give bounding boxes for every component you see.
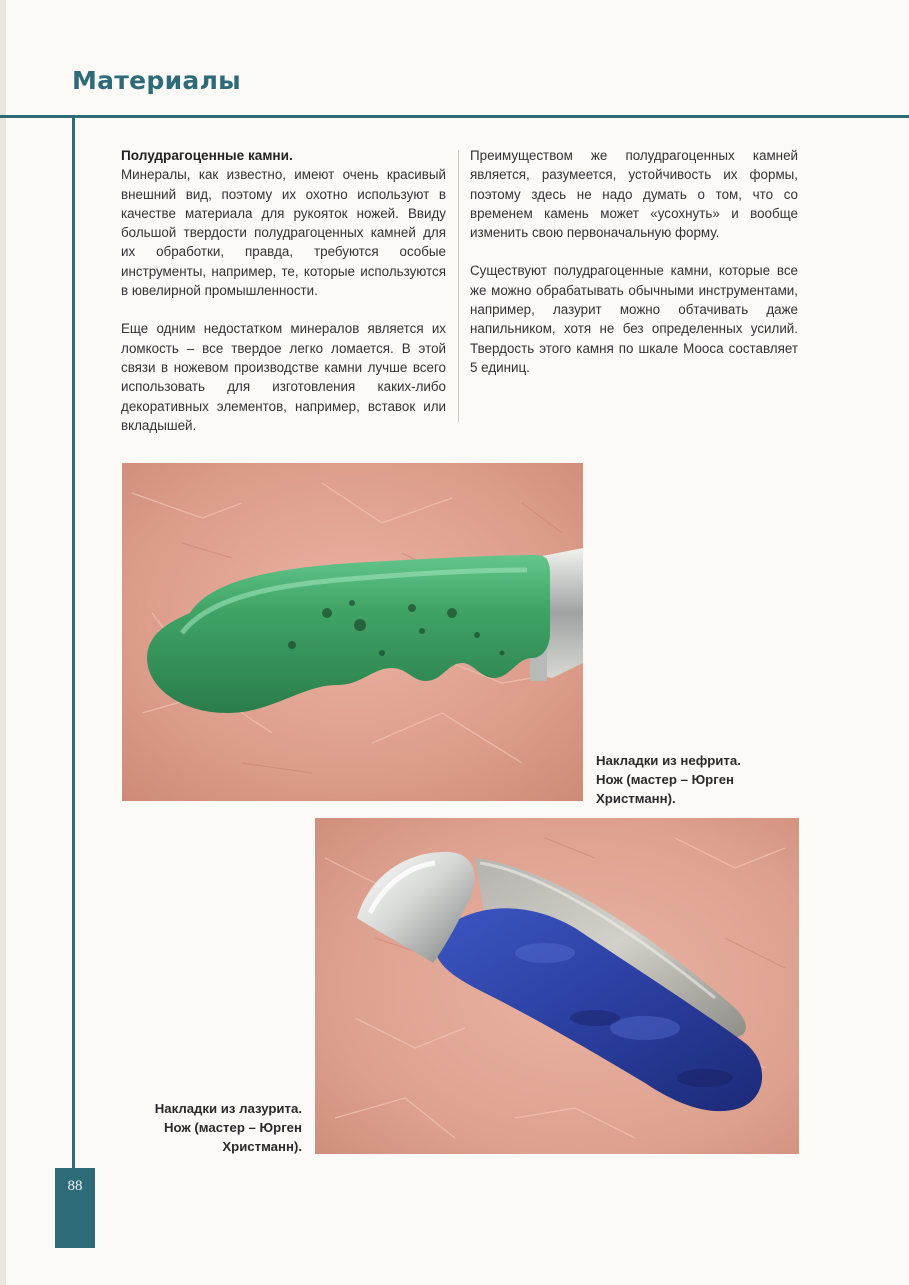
lapis-knife-photo	[315, 818, 799, 1154]
column-divider	[458, 150, 459, 422]
lapis-caption-line-2: Нож (мастер – Юрген	[163, 1120, 302, 1135]
subheading: Полудрагоценные камни.	[121, 148, 293, 163]
page-number: 88	[67, 1178, 83, 1194]
page-number-tab	[55, 1168, 95, 1248]
right-paragraph-1: Преимуществом же полудрагоценных камней является, разумеется, устойчивость их формы, поэтому здесь не надо думать о том, что со временем камень может «усохнуть» и вообще изменить свою первоначальную форму.	[470, 148, 798, 241]
right-paragraph-2: Существуют полудрагоценные камни, которые все же можно обрабатывать обычными инструментами, например, лазурит можно обтачивать даже напильником, хотя не без определенных усилий. Твердость этого камня по шкале Мооса составляет 5 единиц.	[470, 263, 798, 375]
right-column	[470, 146, 798, 396]
lapis-caption-line-3: Христманн).	[222, 1139, 302, 1154]
header-rule	[0, 115, 909, 118]
margin-rule	[72, 115, 75, 1248]
lapis-caption	[130, 1099, 302, 1156]
jade-caption-line-2: Нож (мастер – Юрген	[596, 772, 735, 787]
page-title: Материалы	[72, 66, 242, 95]
left-paragraph-2: Еще одним недостатком минералов является их ломкость – все твердое легко ломается. В этой связи в ножевом производстве камни лучше всего использовать для изготовления каких-либо декоративных элементов, например, вставок или вкладышей.	[121, 321, 446, 433]
jade-caption-line-3: Христманн).	[596, 791, 676, 806]
jade-caption-line-1: Накладки из нефрита.	[596, 753, 741, 768]
jade-knife-photo	[122, 463, 583, 801]
lapis-caption-line-1: Накладки из лазурита.	[154, 1101, 302, 1116]
left-column	[121, 146, 446, 454]
left-paragraph-1-text: Минералы, как известно, имеют очень красивый внешний вид, поэтому их охотно используют в качестве материала для рукояток ножей. Ввиду большой твердости полудрагоценных камней для их обработки, правда, требуются особые инструменты, например, те, которые используются в ювелирной промышленности.	[121, 167, 446, 299]
scan-edge	[0, 0, 6, 1285]
left-paragraph-1	[121, 146, 446, 300]
jade-caption	[596, 751, 796, 808]
